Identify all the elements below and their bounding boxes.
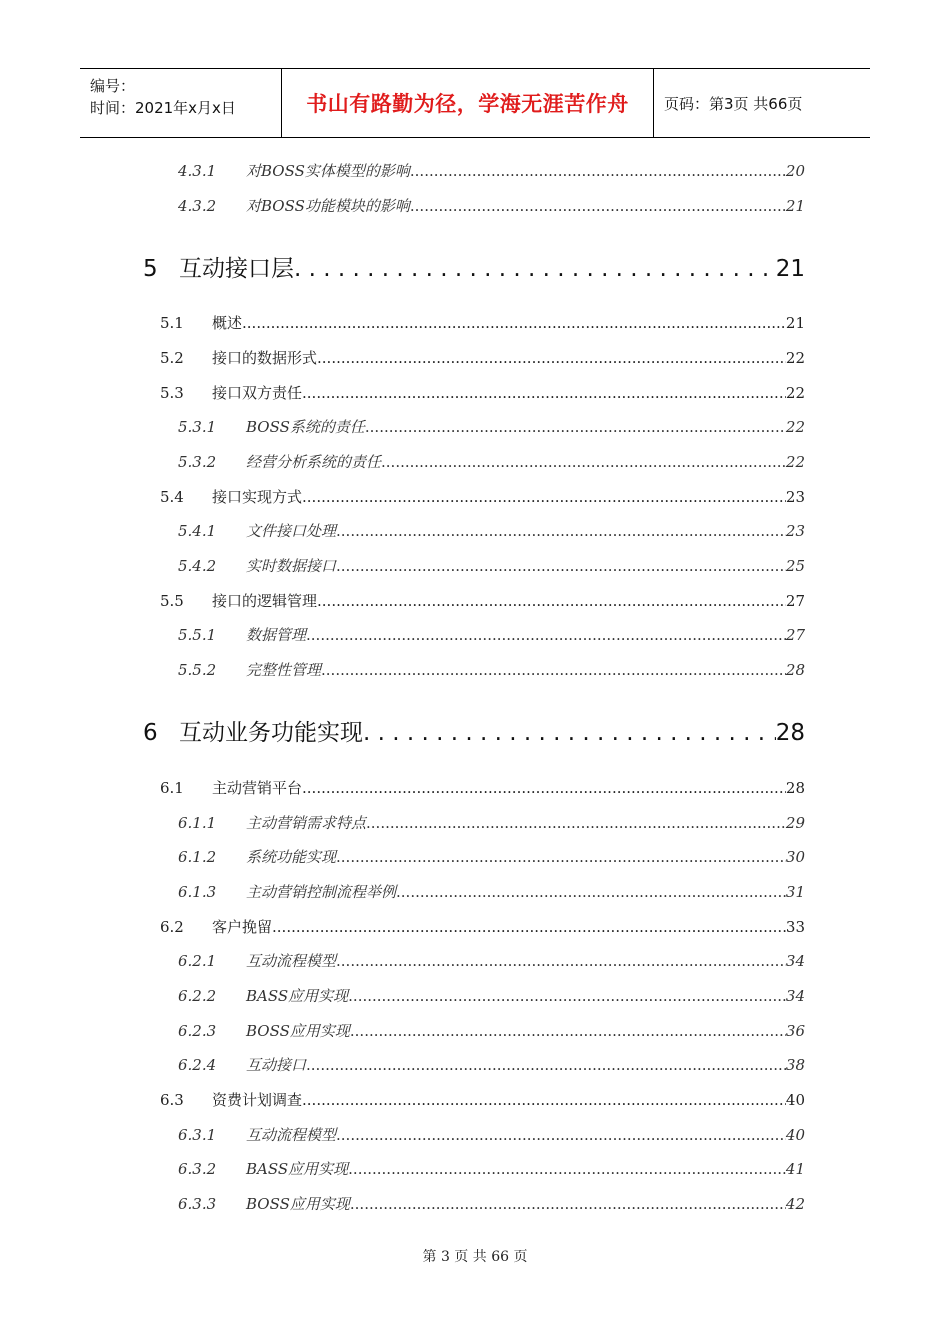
- toc-entry[interactable]: [178, 1020, 805, 1040]
- toc-entry-title: 完整性管理: [246, 661, 322, 679]
- toc-entry-title: BOSS应用实现: [246, 1022, 350, 1040]
- toc-entry-title: BASS应用实现: [246, 1160, 349, 1178]
- toc-entry-title: BOSS应用实现: [246, 1195, 350, 1213]
- header-meta-cell: [80, 69, 282, 137]
- toc-leader-dots: [302, 779, 786, 797]
- toc-leader-dots: [336, 557, 786, 575]
- toc-entry-number: 4.3.2: [178, 197, 217, 215]
- toc-entry-title: 实时数据接口: [246, 557, 337, 575]
- toc-entry-page: 22: [785, 384, 805, 402]
- toc-entry-number: 6.1.2: [178, 848, 217, 866]
- page-footer: 第 3 页 共 66 页: [422, 1249, 528, 1265]
- toc-entry-title: 资费计划调查: [212, 1091, 303, 1109]
- toc-entry-page: 21: [785, 314, 805, 332]
- toc-entry-number: 6.3.2: [178, 1160, 217, 1178]
- toc-entry-page: 27: [785, 592, 805, 610]
- toc-entry-number: 5.4.1: [178, 522, 217, 540]
- toc-entry-page: 27: [785, 626, 805, 644]
- toc-leader-dots: [348, 1160, 786, 1178]
- toc-entry[interactable]: [178, 1124, 805, 1144]
- toc-entry[interactable]: [160, 777, 805, 797]
- toc-entry-number: 6.3.1: [178, 1126, 217, 1144]
- toc-entry[interactable]: [160, 916, 805, 936]
- toc-entry-title: 互动流程模型: [246, 1126, 337, 1144]
- toc-leader-dots: [350, 1195, 786, 1213]
- toc-entry-title: 对BOSS实体模型的影响: [246, 162, 410, 180]
- toc-entry[interactable]: [178, 985, 805, 1005]
- toc-entry[interactable]: [178, 451, 805, 471]
- toc-leader-dots: [302, 488, 786, 506]
- toc-entry-title: 接口的数据形式: [212, 349, 318, 367]
- toc-leader-dots: [381, 453, 786, 471]
- toc-entry-page: 22: [785, 418, 805, 436]
- toc-entry-page: 23: [785, 522, 805, 540]
- toc-leader-dots: [336, 1126, 786, 1144]
- toc-entry-title: BOSS系统的责任: [246, 418, 365, 436]
- toc-entry-title: 对BOSS功能模块的影响: [246, 197, 410, 215]
- page-header-table: [80, 68, 870, 138]
- toc-entry-number: 5.5.2: [178, 661, 217, 679]
- toc-entry-number: 4.3.1: [178, 162, 217, 180]
- toc-leader-dots: [294, 256, 776, 282]
- toc-entry-title: 互动接口层: [179, 256, 294, 282]
- toc-entry-title: 主动营销控制流程举例: [246, 883, 397, 901]
- toc-entry-title: 接口实现方式: [212, 488, 303, 506]
- toc-entry-page: 40: [785, 1091, 805, 1109]
- toc-entry-page: 20: [785, 162, 805, 180]
- toc-entry-page: 23: [785, 488, 805, 506]
- toc-entry[interactable]: [178, 659, 805, 679]
- toc-leader-dots: [365, 418, 786, 436]
- toc-entry-page: 22: [785, 453, 805, 471]
- toc-entry-title: 系统功能实现: [246, 848, 337, 866]
- toc-leader-dots: [410, 162, 786, 180]
- toc-entry-number: 6.3: [160, 1091, 184, 1109]
- toc-entry[interactable]: [143, 250, 805, 280]
- toc-entry-page: 30: [785, 848, 805, 866]
- toc-entry-number: 6: [143, 720, 158, 746]
- toc-entry[interactable]: [178, 1193, 805, 1213]
- toc-leader-dots: [306, 1056, 786, 1074]
- toc-entry-page: 38: [785, 1056, 805, 1074]
- toc-leader-dots: [302, 1091, 786, 1109]
- toc-entry-title: 数据管理: [246, 626, 307, 644]
- toc-leader-dots: [336, 952, 786, 970]
- toc-entry-number: 6.2.3: [178, 1022, 217, 1040]
- toc-entry-title: BASS应用实现: [246, 987, 349, 1005]
- toc-entry-number: 6.2.4: [178, 1056, 217, 1074]
- toc-entry-number: 5.4.2: [178, 557, 217, 575]
- toc-entry[interactable]: [160, 486, 805, 506]
- toc-entry[interactable]: [178, 950, 805, 970]
- toc-leader-dots: [336, 522, 786, 540]
- document-date: 时间：2021年x月x日: [90, 99, 236, 117]
- toc-entry-page: 21: [775, 256, 805, 282]
- toc-entry-number: 5.3.2: [178, 453, 217, 471]
- toc-entry-title: 互动接口: [246, 1056, 307, 1074]
- toc-entry[interactable]: [178, 624, 805, 644]
- toc-entry-number: 5: [143, 256, 158, 282]
- toc-entry-page: 22: [785, 349, 805, 367]
- toc-entry-page: 28: [785, 779, 805, 797]
- toc-entry-title: 概述: [212, 314, 243, 332]
- toc-entry-page: 42: [785, 1195, 805, 1213]
- toc-entry-number: 6.1.1: [178, 814, 217, 832]
- toc-entry-number: 6.2.1: [178, 952, 217, 970]
- toc-leader-dots: [350, 1022, 786, 1040]
- toc-leader-dots: [302, 384, 786, 402]
- toc-entry[interactable]: [178, 555, 805, 575]
- toc-entry-page: 28: [785, 661, 805, 679]
- toc-entry-number: 5.2: [160, 349, 184, 367]
- toc-entry-page: 33: [785, 918, 805, 936]
- toc-entry-page: 40: [785, 1126, 805, 1144]
- toc-entry[interactable]: [178, 160, 805, 180]
- toc-leader-dots: [242, 314, 786, 332]
- toc-leader-dots: [336, 848, 786, 866]
- toc-entry[interactable]: [178, 195, 805, 215]
- toc-leader-dots: [306, 626, 786, 644]
- toc-entry-number: 5.5.1: [178, 626, 217, 644]
- toc-leader-dots: [363, 720, 776, 746]
- toc-entry[interactable]: [160, 382, 805, 402]
- toc-entry-number: 5.3.1: [178, 418, 217, 436]
- toc-entry-title: 主动营销平台: [212, 779, 303, 797]
- toc-entry-page: 34: [785, 987, 805, 1005]
- toc-leader-dots: [317, 349, 786, 367]
- toc-entry[interactable]: [178, 520, 805, 540]
- toc-entry-page: 36: [785, 1022, 805, 1040]
- toc-leader-dots: [396, 883, 786, 901]
- toc-entry-page: 29: [785, 814, 805, 832]
- toc-entry-title: 互动业务功能实现: [179, 720, 363, 746]
- toc-entry-title: 主动营销需求特点: [246, 814, 367, 832]
- toc-entry-number: 5.5: [160, 592, 184, 610]
- toc-entry[interactable]: [178, 881, 805, 901]
- toc-entry-page: 25: [785, 557, 805, 575]
- toc-entry[interactable]: [178, 846, 805, 866]
- document-code-label: 编号：: [90, 77, 136, 95]
- toc-leader-dots: [348, 987, 786, 1005]
- toc-entry-number: 5.1: [160, 314, 184, 332]
- toc-entry[interactable]: [160, 347, 805, 367]
- toc-entry-number: 5.3: [160, 384, 184, 402]
- toc-entry-number: 6.3.3: [178, 1195, 217, 1213]
- toc-leader-dots: [321, 661, 786, 679]
- toc-entry[interactable]: [160, 590, 805, 610]
- toc-leader-dots: [272, 918, 786, 936]
- toc-entry-page: 31: [785, 883, 805, 901]
- toc-entry[interactable]: [178, 416, 805, 436]
- toc-entry-title: 经营分析系统的责任: [246, 453, 382, 471]
- toc-entry-title: 接口双方责任: [212, 384, 303, 402]
- toc-entry-number: 5.4: [160, 488, 184, 506]
- toc-leader-dots: [410, 197, 786, 215]
- toc-entry[interactable]: [143, 714, 805, 744]
- toc-leader-dots: [317, 592, 786, 610]
- toc-entry-page: 34: [785, 952, 805, 970]
- toc-entry[interactable]: [160, 1089, 805, 1109]
- toc-entry-number: 6.1.3: [178, 883, 217, 901]
- toc-entry-page: 21: [785, 197, 805, 215]
- header-page-info: 页码：第3页 共66页: [664, 94, 803, 113]
- toc-entry-number: 6.2.2: [178, 987, 217, 1005]
- toc-entry-title: 接口的逻辑管理: [212, 592, 318, 610]
- toc-entry-number: 6.1: [160, 779, 184, 797]
- toc-entry-page: 28: [775, 720, 805, 746]
- toc-entry-number: 6.2: [160, 918, 184, 936]
- toc-entry-page: 41: [785, 1160, 805, 1178]
- toc-entry[interactable]: [178, 1054, 805, 1074]
- toc-entry[interactable]: [178, 1158, 805, 1178]
- toc-entry-title: 互动流程模型: [246, 952, 337, 970]
- toc-entry-title: 文件接口处理: [246, 522, 337, 540]
- toc-entry[interactable]: [160, 312, 805, 332]
- toc-entry[interactable]: [178, 812, 805, 832]
- toc-leader-dots: [366, 814, 786, 832]
- header-motto: 书山有路勤为径，学海无涯苦作舟: [282, 69, 654, 137]
- toc-entry-title: 客户挽留: [212, 918, 273, 936]
